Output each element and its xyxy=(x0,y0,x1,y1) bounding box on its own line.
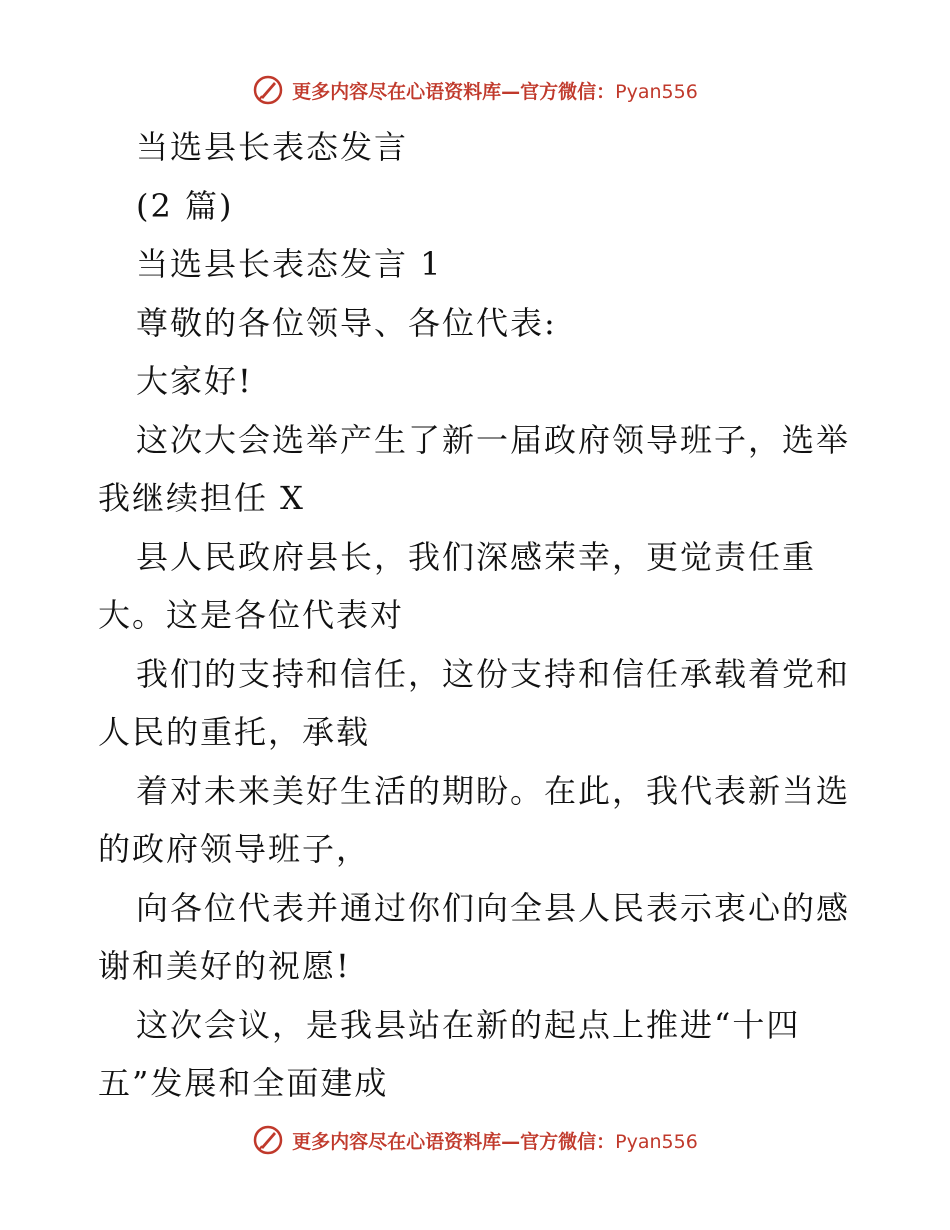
text-line: 谢和美好的祝愿! xyxy=(98,947,351,985)
text-line: 我们的支持和信任，这份支持和信任承载着党和 xyxy=(136,654,851,693)
text-line: 这次大会选举产生了新一届政府领导班子，选举 xyxy=(136,420,851,459)
text-line: 当选县长表态发言 1 xyxy=(136,245,443,283)
quill-logo-icon xyxy=(252,74,284,106)
banner-wechat-id: Pyan556 xyxy=(615,80,698,103)
text-line: 大。这是各位代表对 xyxy=(98,596,405,634)
footer-banner xyxy=(0,1120,950,1160)
quill-logo-icon xyxy=(252,1124,284,1156)
text-line: 县人民政府县长，我们深感荣幸，更觉责任重 xyxy=(136,537,817,576)
header-banner xyxy=(0,70,950,110)
text-line: 着对未来美好生活的期盼。在此，我代表新当选 xyxy=(136,771,851,810)
text-line: 向各位代表并通过你们向全县人民表示衷心的感 xyxy=(136,888,851,927)
banner-text xyxy=(292,77,698,104)
text-line: 当选县长表态发言 xyxy=(136,128,409,166)
text-line: 五”发展和全面建成 xyxy=(98,1064,389,1102)
banner-slogan: 更多内容尽在心语资料库—官方微信： xyxy=(292,80,616,103)
banner-wechat-id: Pyan556 xyxy=(615,1130,698,1153)
text-line: 的政府领导班子， xyxy=(98,830,371,868)
text-line: 这次会议，是我县站在新的起点上推进“十四 xyxy=(136,1005,801,1044)
text-line: 大家好! xyxy=(136,362,253,400)
text-line: 尊敬的各位领导、各位代表: xyxy=(136,303,557,342)
banner-slogan: 更多内容尽在心语资料库—官方微信： xyxy=(292,1130,616,1153)
document-body xyxy=(98,118,858,1113)
text-line: (2 篇) xyxy=(136,186,234,225)
banner-text xyxy=(292,1127,698,1154)
text-line: 我继续担任 X xyxy=(98,479,305,517)
text-line: 人民的重托，承载 xyxy=(98,713,371,751)
